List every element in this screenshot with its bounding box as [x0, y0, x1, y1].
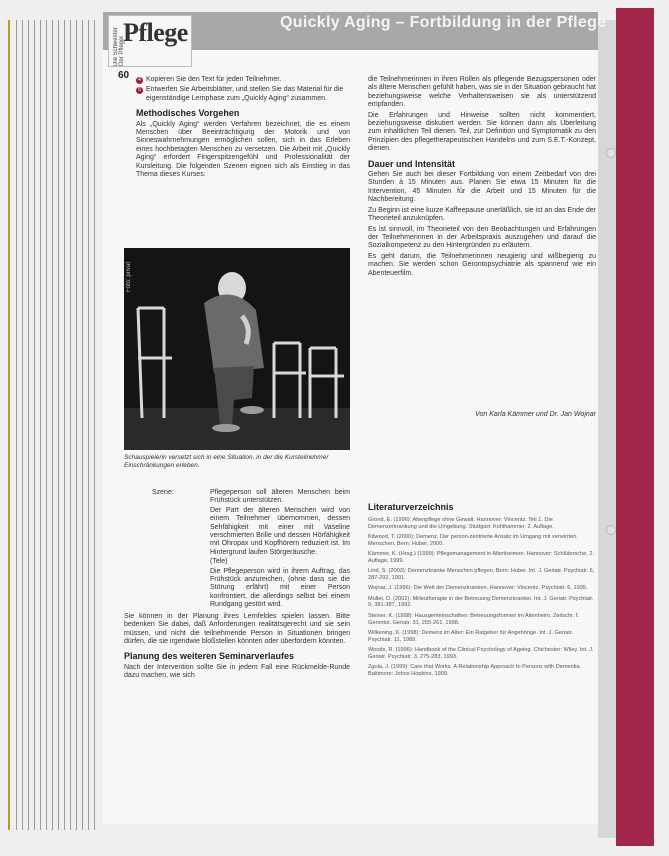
paragraph: Es geht darum, die Teilnehmerinnen neugierig und wißbegierig zu machen. Sie werden schon Gerontopsychiatrie als spannend wie ein Abenteuerfilm. [368, 252, 596, 277]
reference-item: Wilkening, K. (1998): Demenz im Alter: Ein Ratgeber für Angehörige. Int. J. Geriatr. Psychiatr. 11, 1989. [368, 629, 573, 643]
article-author: Von Karla Kämmer und Dr. Jan Wojnar [475, 411, 596, 418]
reference-item: Grond, E. (1996): Altenpflege ohne Gewalt. Hannover: Vincentz. Teil 1. Die Demenzerkrankung und die Umgebung. Stuttgart: Kohlhammer. 2. Auflage. [368, 517, 554, 530]
paragraph: Gehen Sie auch bei dieser Fortbildung von einem Zeitbedarf von drei Stunden à 15 Minuten aus. Planen Sie etwa 15 Minuten für die Intervention, 45 Minuten für die Arbeit und 15 Minuten für die Nachbereitung. [368, 171, 596, 204]
paragraph: Sie können in der Planung ihres Lernfeldes spielen lassen. Bitte bedenken Sie dabei, daß Anforderungen realitätsgerecht und sie sein müssen, und nicht die teilnehmende Person in Situationen bringen dürfen, die sie irgendwie bloßstellen könnten oder überfordern könnten. [124, 612, 350, 645]
section-heading: Dauer und Intensität [368, 158, 456, 169]
left-column-bottom [124, 489, 350, 683]
list-item [136, 86, 350, 103]
section-heading: Methodisches Vorgehen [136, 108, 240, 119]
paragraph: Es ist sinnvoll, im Theorieteil von den Beobachtungen und Erfahrungen der Teilnehmerinnen in der Arbeitspraxis auszugehen und darauf die Sozialkompetenz zu den Hintergründen zu erläutern. [368, 225, 596, 250]
list-item-text: Kopieren Sie den Text für jeden Teilnehmer. [146, 76, 282, 83]
reference-item: Lind, S. (2003): Demenzkranke Menschen pflegen. Bern: Huber. Int. J. Geriatr. Psychiatr. 6, 287-292, 1991. [368, 568, 595, 582]
reference-item: Zgola, J. (1999): Care that Works. A Relationship Approach to Persons with Dementia. Baltimore: Johns Hopkins, 1999. [368, 664, 582, 677]
references-heading: Literaturverzeichnis [368, 502, 454, 512]
right-column [368, 76, 596, 280]
reference-item: Steiner, K. (1998): Hausgemeinschaften: Betreuungsformen im Altenheim. Zeitschr. f. Gerontol. Geriatr. 31, 255-261, 1998. [368, 612, 579, 626]
number-badge: 4 [136, 77, 143, 84]
binder-page-edges [8, 20, 105, 830]
photo-credit: Foto: privat [126, 262, 132, 293]
page-number: 60 [118, 70, 130, 81]
references-list [368, 517, 596, 681]
binder-hole-bottom [606, 525, 616, 535]
scene-block [124, 489, 350, 611]
paragraph: Zu Beginn ist eine kurze Kaffeepause unerläßlich, sie ist an das Ende der Theorieteil anzuknüpfen. [368, 206, 596, 223]
paragraph: Die Erfahrungen und Hinweise sollten nicht kommentiert, beziehungsweise diskutiert werden. Sie können dann als Überleitung zum inhaltlichen Teil dienen. Teil, zur Definition und Symptomatik zu den Prinzipien des pflegetherapeutischen Handelns und zum S.E.T.-Konzept, dienen. [368, 111, 596, 153]
binder-hole-top [606, 148, 616, 158]
header-title: Quickly Aging – Fortbildung in der Pflege [280, 14, 607, 31]
number-badge: 5 [136, 87, 143, 94]
scene-line: Die Pflegeperson wird in ihrem Auftrag, das Frühstück anzureichen, (ohne dass sie die Störung erfährt) mit einer Person konfrontiert, die allerdings selbst bei einem Rundgang gestört wird. [210, 567, 350, 609]
logo-wordmark: Pflege [123, 18, 188, 47]
article-photo [124, 248, 350, 450]
list-item [136, 76, 350, 84]
reference-item: Kitwood, T. (2000): Demenz. Der person-zentrierte Ansatz im Umgang mit verwirrten Menschen. Bern: Huber, 2000. [368, 534, 577, 547]
scene-label: Szene: [152, 489, 174, 496]
photo-illustration [124, 248, 350, 450]
scene-line: Pflegeperson soll älteren Menschen beim Frühstück unterstützen. [210, 489, 350, 505]
section-heading: Planung des weiteren Seminarverlaufes [124, 651, 295, 662]
paragraph: Als „Quickly Aging“ werden Verfahren bezeichnet, die es einem Menschen über Beeinträchtigung der Motorik und von Sinneswahrnehmungen ermöglichen sollen, sich in das Erleben eines hochbetagten Menschen zu versetzen. Die Arbeit mit „Quickly Aging“ erfordert Fingerspitzengefühl und Professionalität der Kursleitung. Die folgenden Szenen eignen sich als Einstieg in das Thema dieses Kurses: [136, 120, 350, 179]
reference-item: Kämmer, K. (Hrsg.) (1999): Pflegemanagement in Altenheimen. Hannover: Schlütersche, 2. Auflage, 1999. [368, 551, 595, 564]
photo-caption: Schauspielerin versetzt sich in eine Situation, in der die Kursteilnehmer Einschränkungen erleben. [124, 454, 329, 469]
list-item-text: Entwerfen Sie Arbeitsblätter, und stellen Sie das Material für die eigenständige Lernphase zum „Quickly Aging“ zusammen. [146, 86, 344, 102]
magazine-logo [108, 15, 192, 67]
scene-line: Der Part der älteren Menschen wird von einem Teilnehmer übernommen, dessen Sehfähigkeit mit einer mit Vaseline verschmierten Brille und dessen Hörfähigkeit mit Ohropax und Kopfhörern reduziert ist. Im Hintergrund laufen Störgeräusche. [210, 506, 350, 556]
left-column-top [136, 76, 350, 181]
binder-tab-edge [616, 8, 654, 846]
reference-item: Woods, R. (1996): Handbook of the Clinical Psychology of Ageing. Chichester: Wiley. Int. J. Geriatr. Psychiatr. 3, 275-283, 1993. [368, 646, 594, 660]
scene-line: (Tele) [210, 558, 228, 566]
binder-ring-area [598, 20, 616, 838]
paragraph: Nach der Intervention sollte Sie in jedem Fall eine Rückmelde-Runde dazu machen, wie sich [124, 663, 350, 680]
logo-subtitle: Die Schwester Der Pfleger [113, 27, 125, 66]
reference-item: Wojnar, J. (1996): Die Welt der Demenzkranken. Hannover: Vincentz. Psychiatr. 6, 1995. [368, 585, 588, 592]
reference-item: Müller, D. (2002): Milieutherapie in der Betreuung Demenzkranker. Int. J. Geriatr. Psychiatr. 9, 381-387, 1992. [368, 595, 594, 609]
paragraph: die Teilnehmerinnen in ihren Rollen als pflegende Bezugspersonen oder als ältere Menschen gefühlt haben, was sie in der Situation gebraucht hat beziehungsweise welche Verhaltensweisen sie als unterstützend empfanden. [368, 76, 596, 109]
